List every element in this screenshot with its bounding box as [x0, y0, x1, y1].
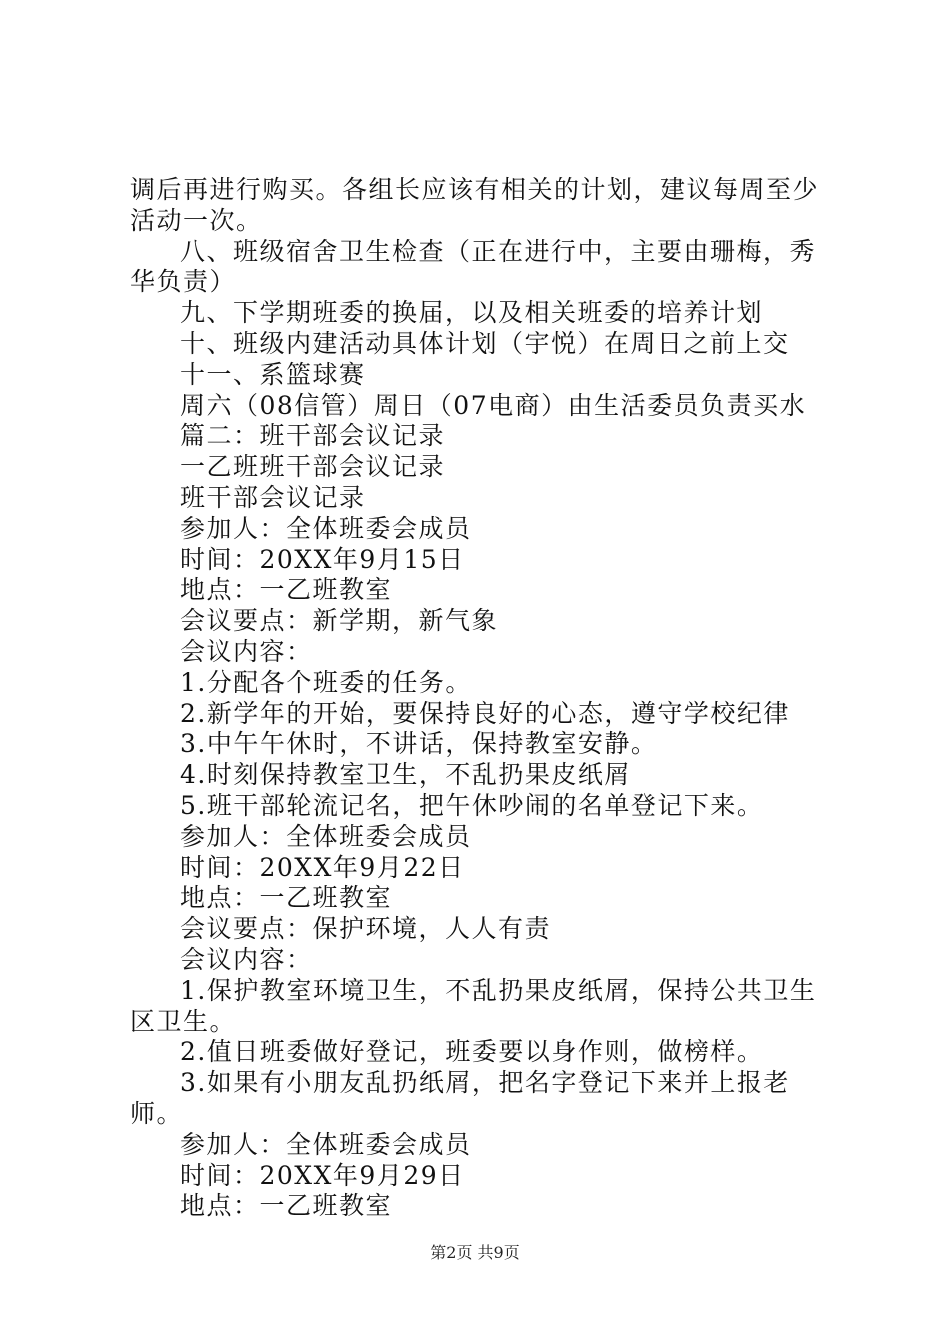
document-paragraph: 九、下学期班委的换届，以及相关班委的培养计划	[180, 298, 764, 328]
document-paragraph: 十一、系篮球赛	[180, 359, 366, 389]
document-paragraph: 参加人：全体班委会成员	[180, 513, 472, 543]
document-paragraph: 篇二：班干部会议记录	[180, 421, 446, 451]
document-paragraph: 周六（08信管）周日（07电商）由生活委员负责买水	[180, 390, 807, 420]
document-paragraph: 2.值日班委做好登记，班委要以身作则，做榜样。	[180, 1037, 764, 1067]
document-paragraph: 会议内容：	[180, 944, 313, 974]
document-body	[130, 175, 835, 1222]
document-paragraph: 时间：20XX年9月15日	[180, 544, 465, 574]
document-paragraph: 时间：20XX年9月29日	[180, 1160, 465, 1190]
document-paragraph: 3.如果有小朋友乱扔纸屑，把名字登记下来并上报老师。	[130, 1068, 790, 1128]
document-paragraph: 时间：20XX年9月22日	[180, 852, 465, 882]
page-footer: 第2页 共9页	[430, 1243, 520, 1262]
document-paragraph: 一乙班班干部会议记录	[180, 452, 446, 482]
document-paragraph: 5.班干部轮流记名，把午休吵闹的名单登记下来。	[180, 790, 764, 820]
document-paragraph: 1.分配各个班委的任务。	[180, 667, 472, 697]
document-paragraph: 会议要点：新学期，新气象	[180, 606, 499, 636]
document-paragraph: 班干部会议记录	[180, 482, 366, 512]
document-paragraph: 十、班级内建活动具体计划（宇悦）在周日之前上交	[180, 328, 790, 358]
document-paragraph: 八、班级宿舍卫生检查（正在进行中，主要由珊梅，秀华负责）	[130, 236, 817, 297]
document-paragraph: 参加人：全体班委会成员	[180, 1129, 472, 1159]
document-paragraph: 1.保护教室环境卫生，不乱扔果皮纸屑，保持公共卫生区卫生。	[130, 975, 817, 1036]
document-paragraph: 调后再进行购买。各组长应该有相关的计划，建议每周至少活动一次。	[130, 175, 820, 235]
document-paragraph: 会议内容：	[180, 636, 313, 666]
document-paragraph: 地点：一乙班教室	[180, 575, 393, 605]
document-paragraph: 地点：一乙班教室	[180, 883, 393, 913]
document-paragraph: 4.时刻保持教室卫生，不乱扔果皮纸屑	[180, 760, 631, 790]
document-paragraph: 2.新学年的开始，要保持良好的心态，遵守学校纪律	[180, 698, 790, 728]
document-paragraph: 地点：一乙班教室	[180, 1191, 393, 1221]
document-paragraph: 会议要点：保护环境，人人有责	[180, 914, 552, 944]
document-paragraph: 3.中午午休时，不讲话，保持教室安静。	[180, 729, 658, 759]
document-paragraph: 参加人：全体班委会成员	[180, 821, 472, 851]
